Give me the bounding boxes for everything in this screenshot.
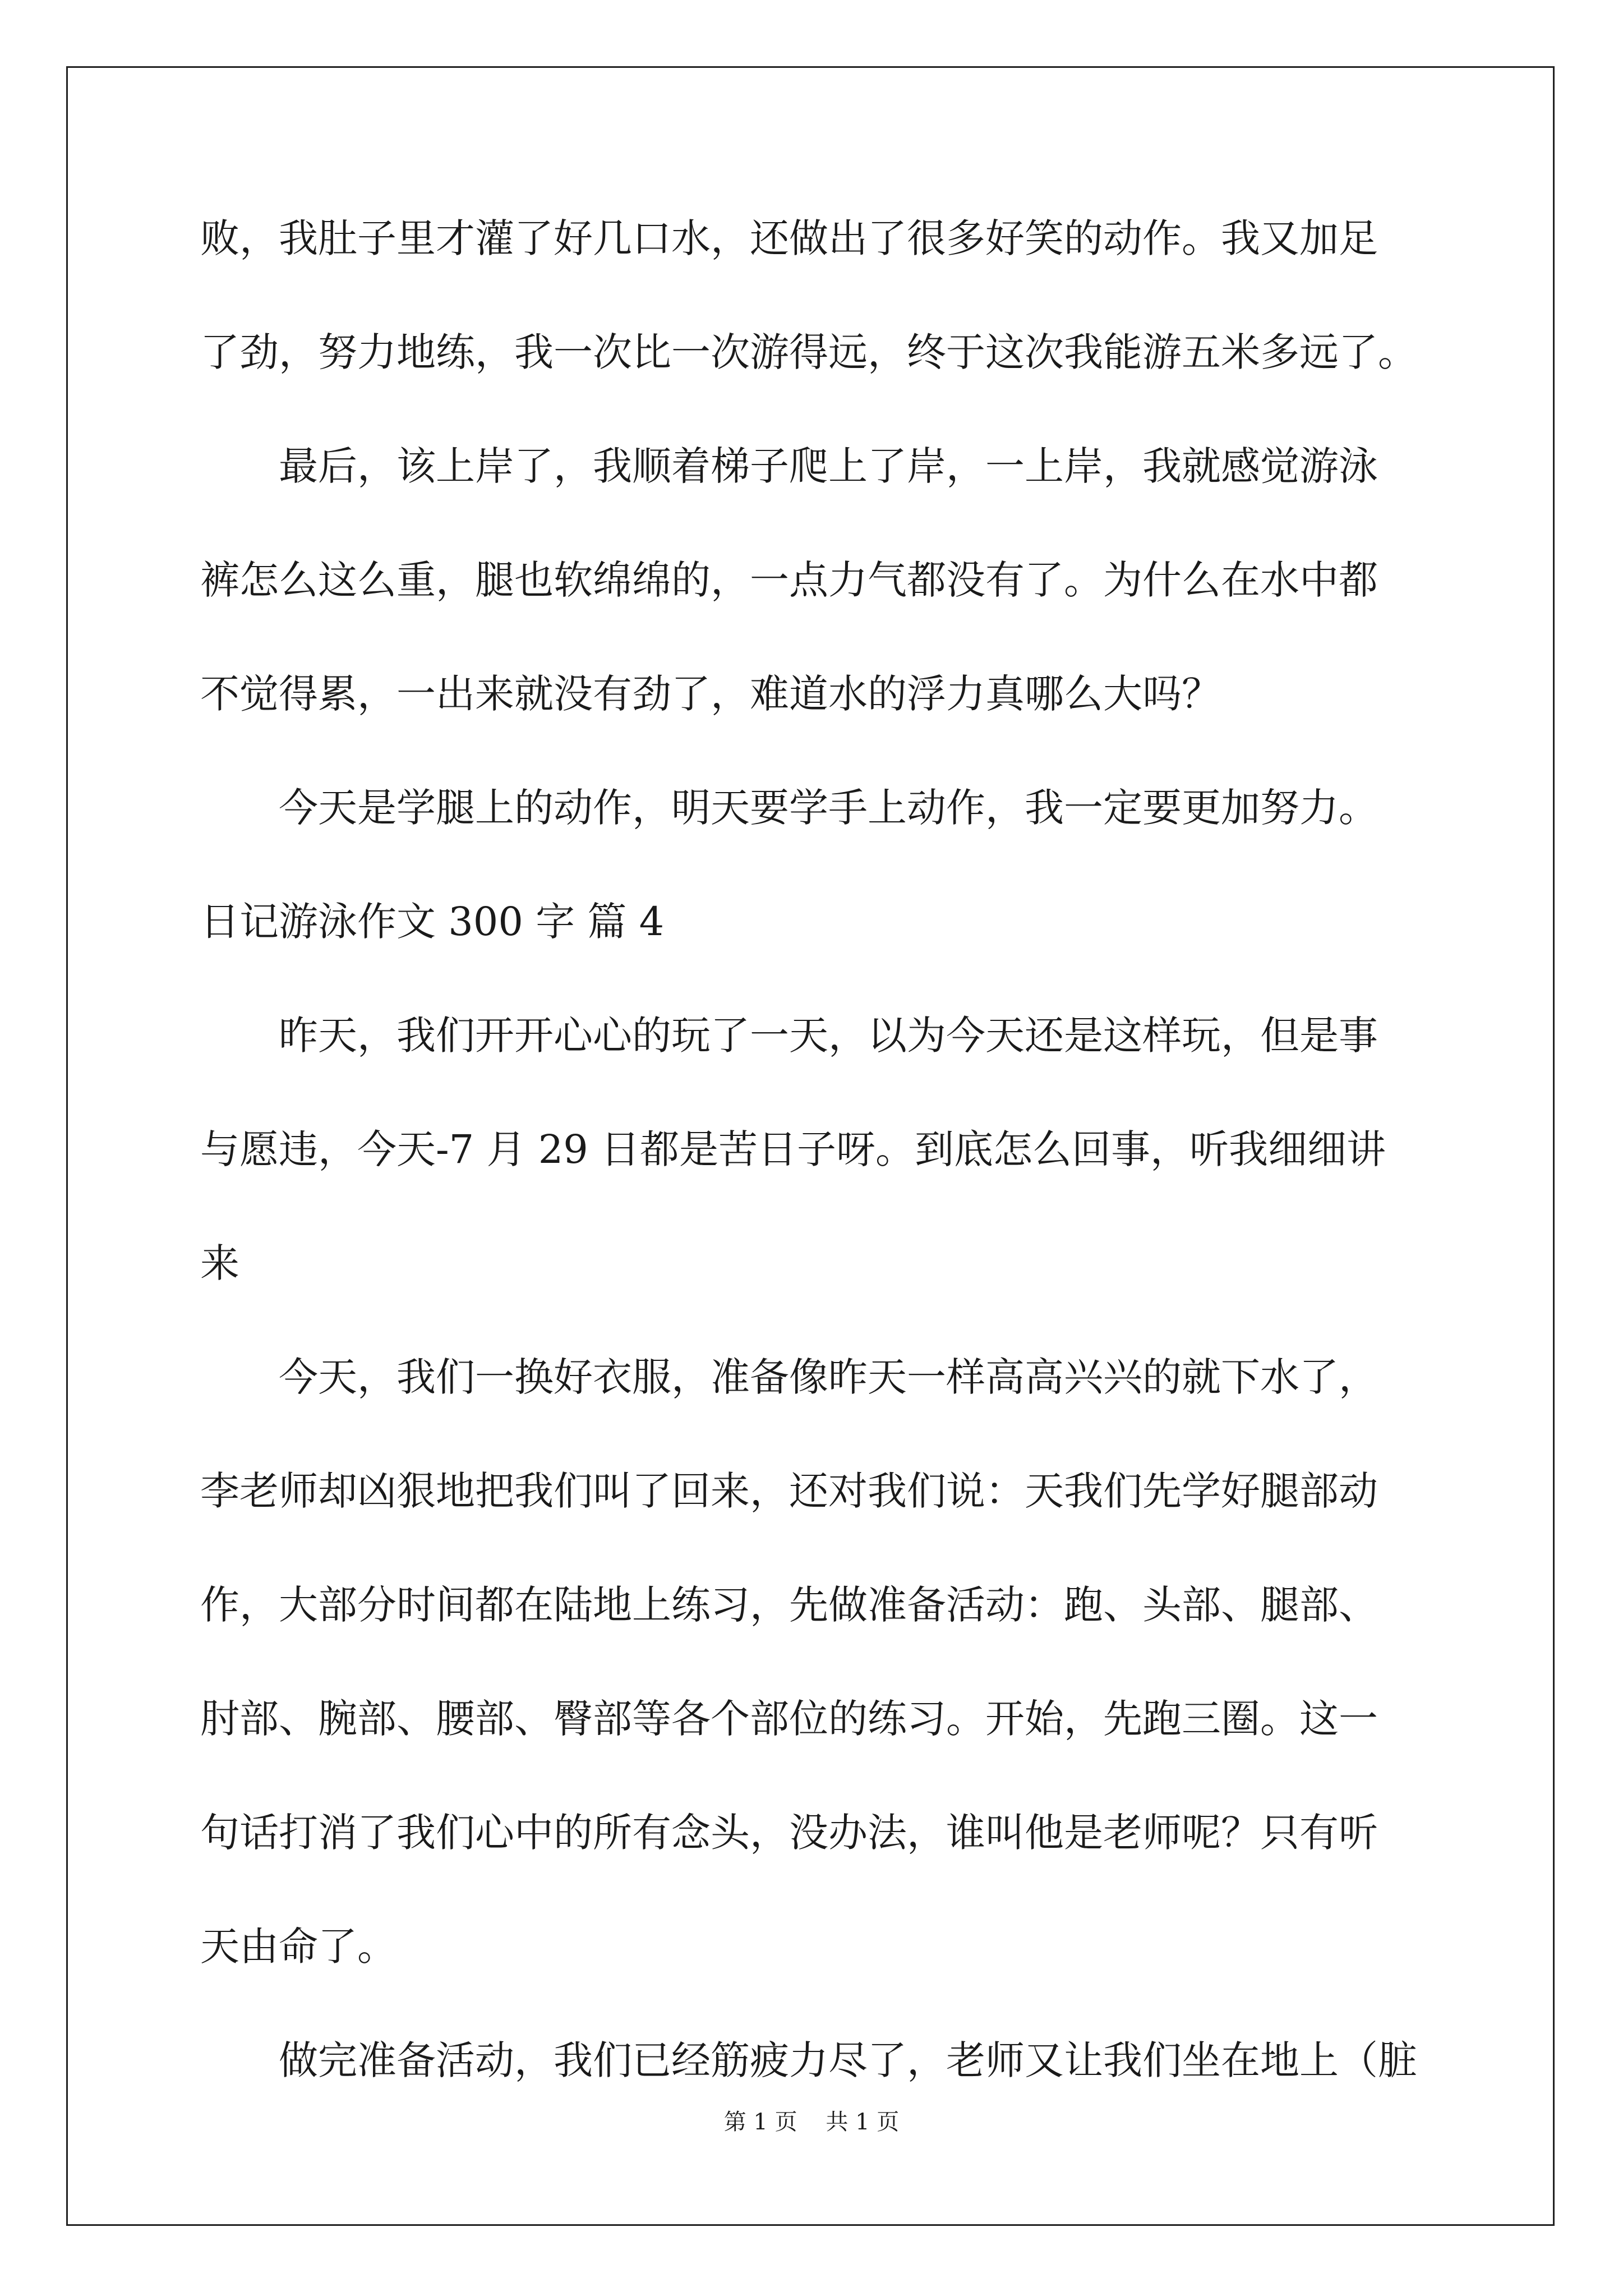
text-line: 来 xyxy=(200,1240,239,1286)
text-line: 裤怎么这么重，腿也软绵绵的，一点力气都没有了。为什么在水中都 xyxy=(200,557,1378,603)
text-line: 李老师却凶狠地把我们叫了回来，还对我们说：天我们先学好腿部动 xyxy=(200,1468,1378,1514)
page-footer: 第 1 页 共 1 页 xyxy=(723,2109,900,2135)
paragraph-start-line: 今天是学腿上的动作，明天要学手上动作，我一定要更加努力。 xyxy=(279,785,1378,831)
text-line: 了劲，努力地练，我一次比一次游得远，终于这次我能游五米多远了。 xyxy=(200,329,1417,375)
text-line: 不觉得累，一出来就没有劲了，难道水的浮力真哪么大吗？ xyxy=(200,671,1221,717)
text-line: 天由命了。 xyxy=(200,1924,396,1970)
paragraph-start-line: 做完准备活动，我们已经筋疲力尽了，老师又让我们坐在地上（脏 xyxy=(279,2037,1417,2083)
paragraph-start-line: 昨天，我们开开心心的玩了一天，以为今天还是这样玩，但是事 xyxy=(279,1013,1378,1059)
text-line: 败，我肚子里才灌了好几口水，还做出了很多好笑的动作。我又加足 xyxy=(200,215,1378,261)
text-line: 作，大部分时间都在陆地上练习，先做准备活动：跑、头部、腿部、 xyxy=(200,1582,1378,1628)
section-heading: 日记游泳作文 300 字 篇 4 xyxy=(200,899,665,945)
paragraph-start-line: 今天，我们一换好衣服，准备像昨天一样高高兴兴的就下水了， xyxy=(279,1354,1378,1400)
text-line: 肘部、腕部、腰部、臀部等各个部位的练习。开始，先跑三圈。这一 xyxy=(200,1696,1378,1742)
text-line: 句话打消了我们心中的所有念头，没办法，谁叫他是老师呢？只有听 xyxy=(200,1810,1378,1856)
paragraph-start-line: 最后，该上岸了，我顺着梯子爬上了岸，一上岸，我就感觉游泳 xyxy=(279,443,1378,489)
text-line: 与愿违，今天-7 月 29 日都是苦日子呀。到底怎么回事，听我细细讲 xyxy=(200,1126,1386,1172)
